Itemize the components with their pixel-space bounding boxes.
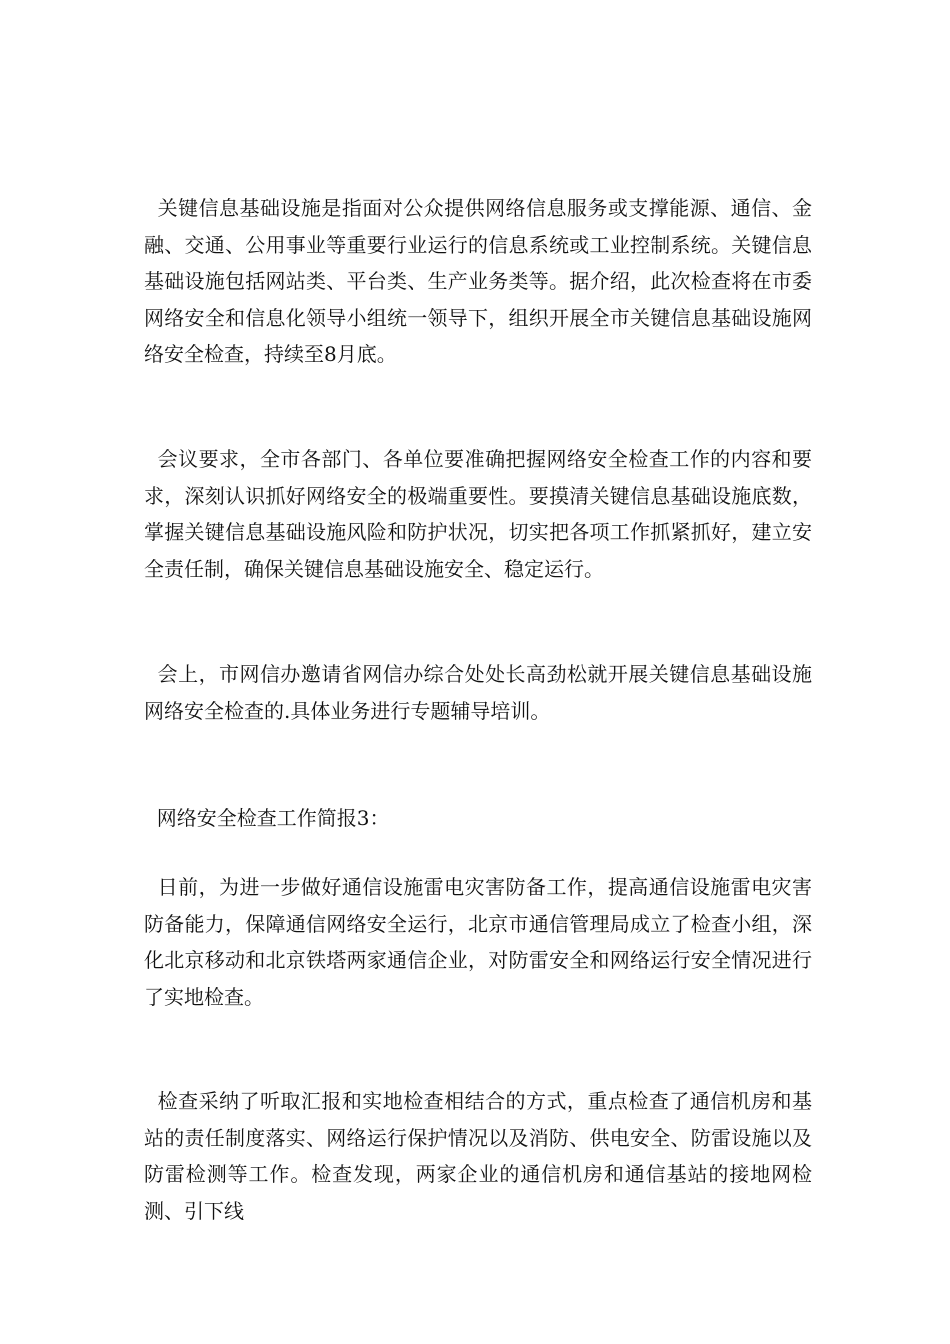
paragraph-meeting-requirements: 会议要求，全市各部门、各单位要准确把握网络安全检查工作的内容和要求，深刻认识抓好网络安全的极端重要性。要摸清关键信息基础设施底数，掌握关键信息基础设施风险和防护状况，切实把各项工作抓紧抓好，建立安全责任制，确保关键信息基础设施安全、稳定运行。 <box>144 447 813 581</box>
paragraph-inspection-method: 检查采纳了听取汇报和实地检查相结合的方式，重点检查了通信机房和基站的责任制度落实、网络运行保护情况以及消防、供电安全、防雷设施以及防雷检测等工作。检查发现，两家企业的通信机房和通信基站的接地网检测、引下线 <box>144 1089 813 1223</box>
section-heading-briefing-3: 网络安全检查工作简报3： <box>144 806 390 830</box>
paragraph-critical-infrastructure: 关键信息基础设施是指面对公众提供网络信息服务或支撑能源、通信、金融、交通、公用事业等重要行业运行的信息系统或工业控制系统。关键信息基础设施包括网站类、平台类、生产业务类等。据介绍，此次检查将在市委网络安全和信息化领导小组统一领导下，组织开展全市关键信息基础设施网络安全检查，持续至8月底。 <box>144 196 813 366</box>
paragraph-training: 会上，市网信办邀请省网信办综合处处长高劲松就开展关键信息基础设施网络安全检查的.具体业务进行专题辅导培训。 <box>144 662 813 723</box>
paragraph-lightning-inspection: 日前，为进一步做好通信设施雷电灾害防备工作，提高通信设施雷电灾害防备能力，保障通信网络安全运行，北京市通信管理局成立了检查小组，深化北京移动和北京铁塔两家通信企业，对防雷安全和网络运行安全情况进行了实地检查。 <box>144 875 813 1009</box>
